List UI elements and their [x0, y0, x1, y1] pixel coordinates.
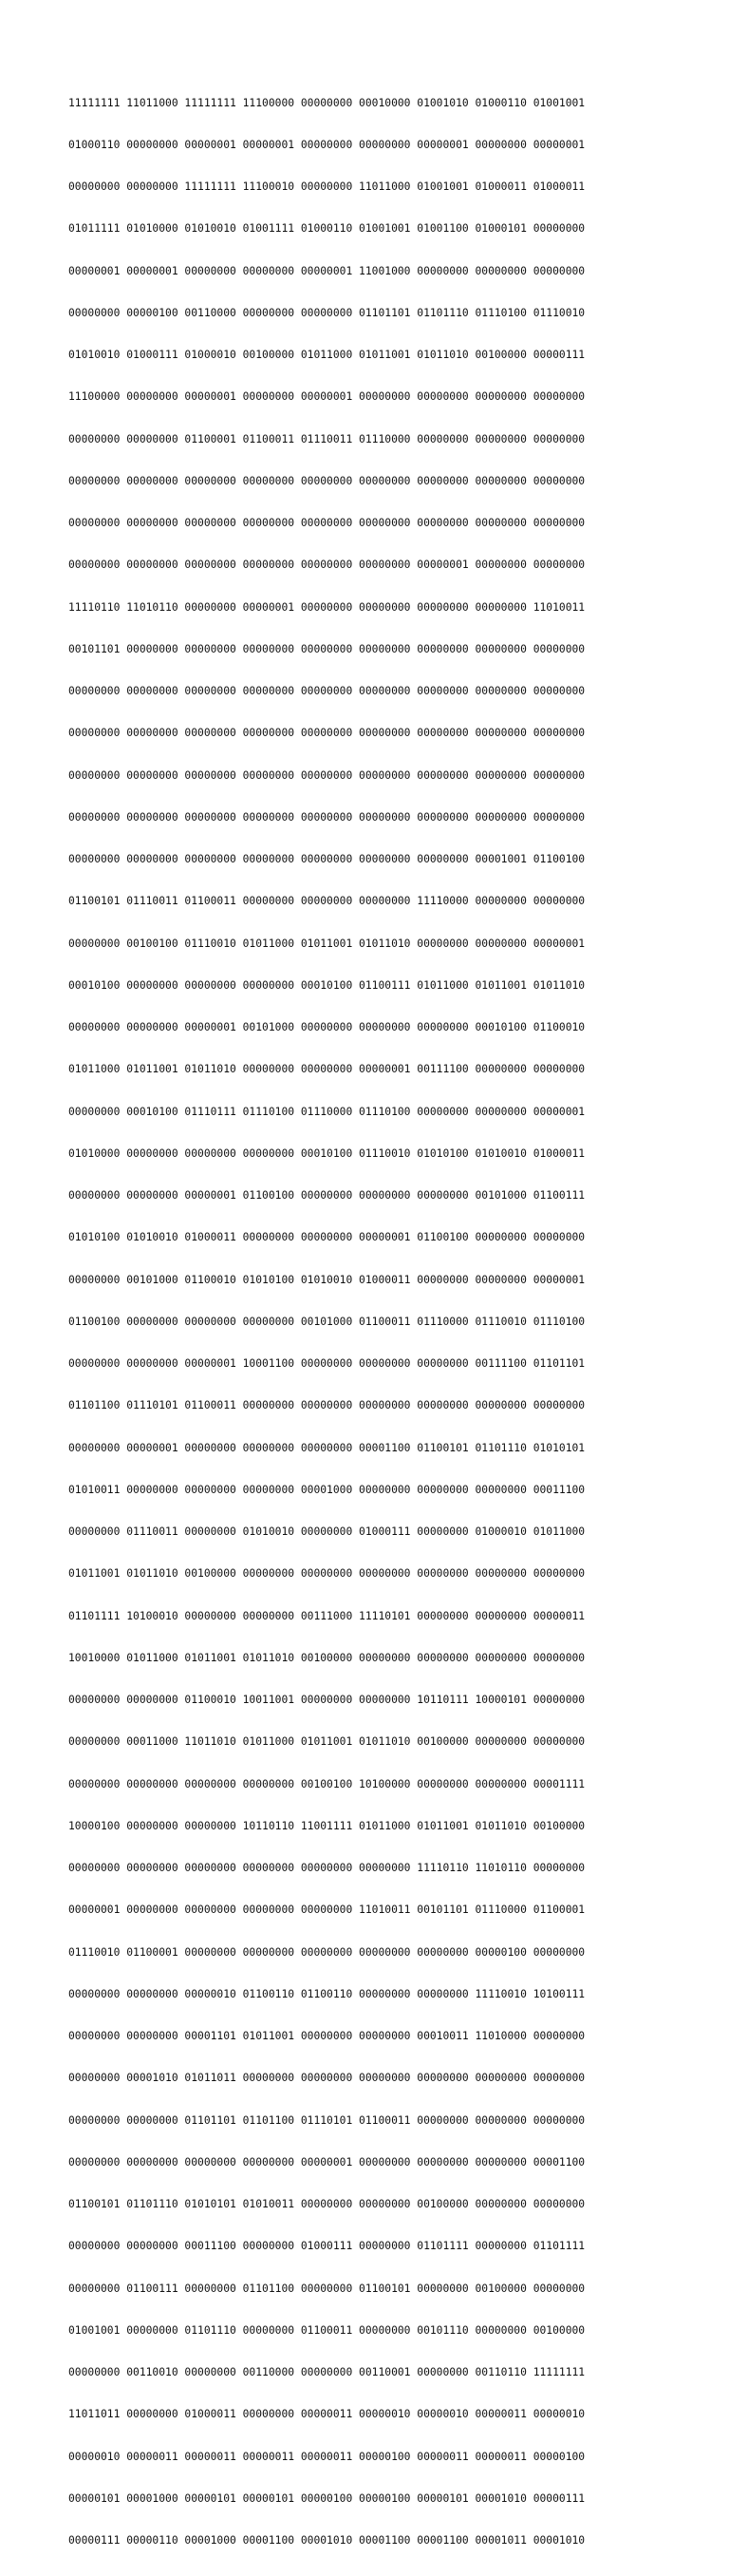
binary-line: 01000110 00000000 00000001 00000001 00000000 00000000 00000001 00000000 00000001	[68, 138, 586, 151]
binary-line: 00000000 00000000 00000001 01100100 00000000 00000000 00000000 00101000 01100111	[68, 1189, 586, 1202]
binary-line: 00000000 00000000 01101101 01101100 01110101 01100011 00000000 00000000 00000000	[68, 2113, 586, 2127]
binary-line: 01010011 00000000 00000000 00000000 00001000 00000000 00000000 00000000 00011100	[68, 1483, 586, 1496]
binary-line: 00000000 00000000 00000000 00000000 00000000 00000000 00000000 00000000 00000000	[68, 810, 586, 824]
binary-line: 00101101 00000000 00000000 00000000 00000000 00000000 00000000 00000000 00000000	[68, 642, 586, 655]
binary-line: 00000000 00000000 01100010 10011001 00000000 00000000 10110111 10000101 00000000	[68, 1694, 586, 1706]
binary-line: 00000000 00000001 00000000 00000000 00000000 00001100 01100101 01101110 01010101	[68, 1441, 586, 1454]
binary-line: 00000000 00000000 00000000 00000000 00000000 00000000 00000000 00000000 00000000	[68, 685, 586, 697]
binary-line: 00000000 00000000 00000000 00000000 00000000 00000000 00000000 00001001 01100100	[68, 853, 586, 865]
binary-line: 00000000 00000100 00110000 00000000 00000000 01101101 01101110 01110100 01110010	[68, 306, 586, 319]
binary-line: 10010000 01011000 01011001 01011010 00100000 00000000 00000000 00000000 00000000	[68, 1651, 586, 1664]
binary-line: 00000000 00000000 00000001 00101000 00000000 00000000 00000000 00010100 01100010	[68, 1021, 586, 1033]
binary-line: 00000000 00000000 00000000 00000000 00100100 10100000 00000000 00000000 00001111	[68, 1777, 586, 1790]
binary-line: 01101111 10100010 00000000 00000000 00111000 11110101 00000000 00000000 00000011	[68, 1609, 586, 1622]
binary-line: 00000000 00000000 00000001 10001100 00000000 00000000 00000000 00111100 01101101	[68, 1357, 586, 1370]
binary-line: 01100101 01101110 01010101 01010011 00000000 00000000 00100000 00000000 00000000	[68, 2198, 586, 2210]
binary-line: 00000001 00000000 00000000 00000000 00000000 11010011 00101101 01110000 01100001	[68, 1904, 586, 1917]
binary-line: 10000100 00000000 00000000 10110110 11001111 01011000 01011001 01011010 00100000	[68, 1819, 586, 1832]
binary-line: 00000000 00011000 11011010 01011000 01011001 01011010 00100000 00000000 00000000	[68, 1735, 586, 1749]
binary-line: 00000000 00110010 00000000 00110000 00000000 00110001 00000000 00110110 11111111	[68, 2366, 586, 2378]
binary-line: 00000001 00000001 00000000 00000000 00000001 11001000 00000000 00000000 00000000	[68, 264, 586, 277]
binary-text-block	[68, 68, 585, 2576]
binary-line: 00000000 00010100 01110111 01110100 01110000 01110100 00000000 00000000 00000001	[68, 1105, 586, 1118]
binary-line: 01011111 01010000 01010010 01001111 01000110 01001001 01001100 01000101 00000000	[68, 222, 586, 236]
binary-line: 00000000 00000000 00000000 00000000 00000000 00000000 00000000 00000000 00000000	[68, 727, 586, 740]
binary-line: 01110010 01100001 00000000 00000000 00000000 00000000 00000000 00000100 00000000	[68, 1945, 586, 1959]
binary-line: 00000000 00000000 00000000 00000000 00000001 00000000 00000000 00000000 00001100	[68, 2155, 586, 2169]
binary-line: 00010100 00000000 00000000 00000000 00010100 01100111 01011000 01011001 01011010	[68, 978, 586, 992]
binary-line: 00000000 01110011 00000000 01010010 00000000 01000111 00000000 01000010 01011000	[68, 1525, 586, 1538]
binary-line: 11100000 00000000 00000001 00000000 00000001 00000000 00000000 00000000 00000000	[68, 390, 586, 404]
binary-line: 00000000 00000000 00000000 00000000 00000000 00000000 00000000 00000000 00000000	[68, 474, 586, 487]
binary-line: 00000000 00000000 00000000 00000000 00000000 00000000 11110110 11010110 00000000	[68, 1862, 586, 1874]
binary-line: 00000010 00000011 00000011 00000011 00000011 00000100 00000011 00000011 00000100	[68, 2450, 586, 2463]
binary-line: 00000000 00000000 00000010 01100110 01100110 00000000 00000000 11110010 10100111	[68, 1987, 586, 2000]
binary-line: 00000000 00000000 00000000 00000000 00000000 00000000 00000000 00000000 00000000	[68, 517, 586, 529]
binary-line: 01011000 01011001 01011010 00000000 00000000 00000001 00111100 00000000 00000000	[68, 1063, 586, 1076]
binary-line: 00000000 00000000 00001101 01011001 00000000 00000000 00010011 11010000 00000000	[68, 2030, 586, 2042]
binary-line: 00000000 00000000 01100001 01100011 01110011 01110000 00000000 00000000 00000000	[68, 432, 586, 445]
binary-line: 01100101 01110011 01100011 00000000 00000000 00000000 11110000 00000000 00000000	[68, 895, 586, 908]
binary-line: 01010010 01000111 01000010 00100000 01011000 01011001 01011010 00100000 00000111	[68, 349, 586, 361]
binary-line: 00000000 00000000 11111111 11100010 00000000 11011000 01001001 01000011 01000011	[68, 180, 586, 193]
binary-line: 11011011 00000000 01000011 00000000 00000011 00000010 00000010 00000011 00000010	[68, 2408, 586, 2421]
binary-line: 01101100 01110101 01100011 00000000 00000000 00000000 00000000 00000000 00000000	[68, 1399, 586, 1412]
binary-line: 00000000 00100100 01110010 01011000 01011001 01011010 00000000 00000000 00000001	[68, 937, 586, 950]
binary-line: 01011001 01011010 00100000 00000000 00000000 00000000 00000000 00000000 00000000	[68, 1567, 586, 1581]
binary-line: 00000000 00001010 01011011 00000000 00000000 00000000 00000000 00000000 00000000	[68, 2072, 586, 2085]
binary-line: 00000000 00000000 00000000 00000000 00000000 00000000 00000001 00000000 00000000	[68, 559, 586, 572]
binary-line: 00000101 00001000 00000101 00000101 00000100 00000100 00000101 00001010 00000111	[68, 2491, 586, 2505]
binary-line: 00000000 01100111 00000000 01101100 00000000 01100101 00000000 00100000 00000000	[68, 2282, 586, 2295]
binary-line: 00000111 00000110 00001000 00001100 00001010 00001100 00001100 00001011 00001010	[68, 2534, 586, 2547]
binary-line: 01100100 00000000 00000000 00000000 00101000 01100011 01110000 01110010 01110100	[68, 1315, 586, 1328]
binary-line: 01001001 00000000 01101110 00000000 01100011 00000000 00101110 00000000 00100000	[68, 2323, 586, 2337]
binary-line: 01010000 00000000 00000000 00000000 00010100 01110010 01010100 01010010 01000011	[68, 1146, 586, 1160]
binary-line: 01010100 01010010 01000011 00000000 00000000 00000001 01100100 00000000 00000000	[68, 1231, 586, 1244]
binary-line: 00000000 00101000 01100010 01010100 01010010 01000011 00000000 00000000 00000001	[68, 1273, 586, 1286]
binary-line: 00000000 00000000 00011100 00000000 01000111 00000000 01101111 00000000 01101111	[68, 2240, 586, 2253]
binary-line: 00000000 00000000 00000000 00000000 00000000 00000000 00000000 00000000 00000000	[68, 768, 586, 782]
binary-line: 11111111 11011000 11111111 11100000 00000000 00010000 01001010 01000110 01001001	[68, 96, 586, 109]
binary-line: 11110110 11010110 00000000 00000001 00000000 00000000 00000000 00000000 11010011	[68, 600, 586, 614]
